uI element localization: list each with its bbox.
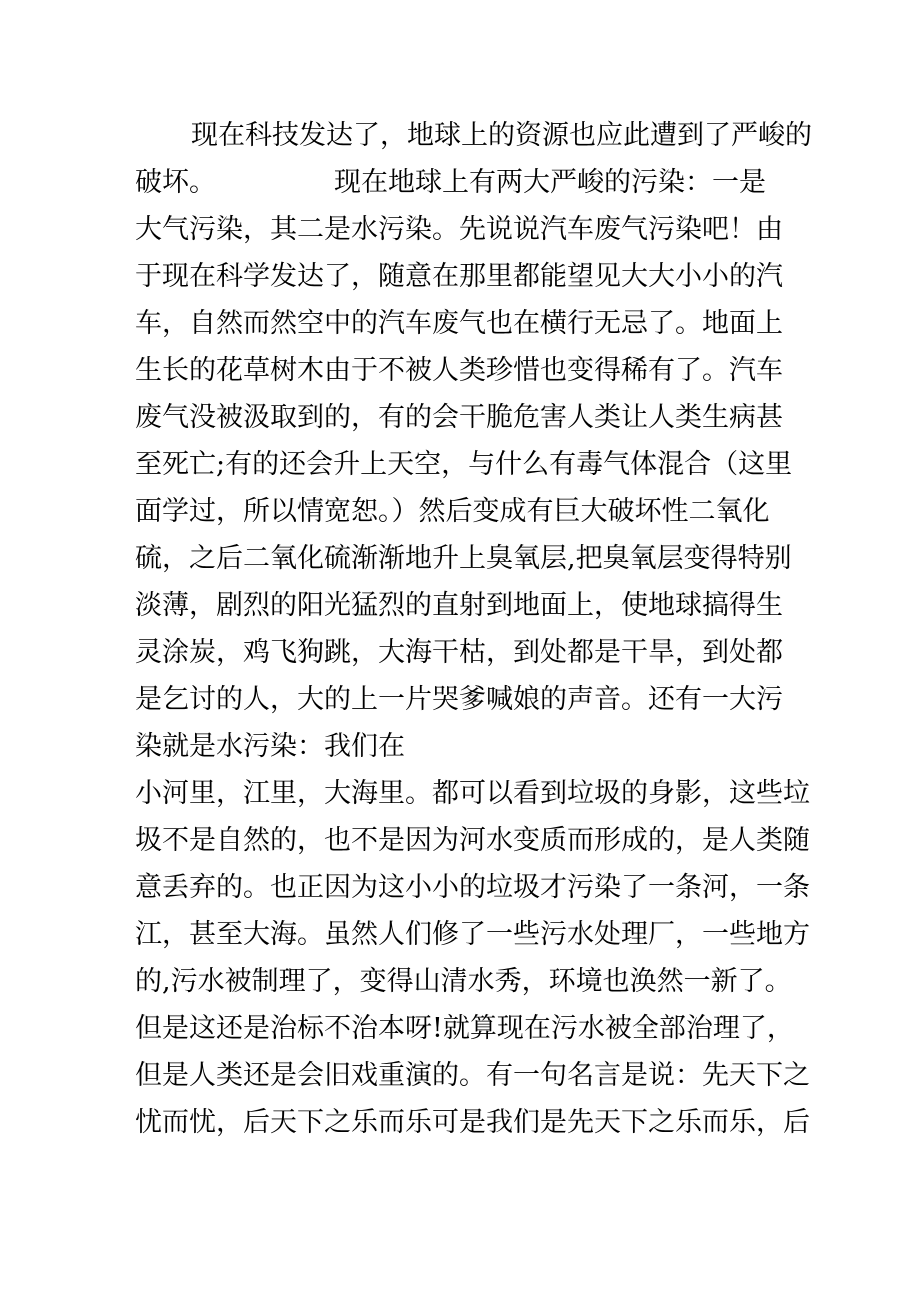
text-fragment: 现在地球上有两大严峻的污染：一是: [334, 167, 766, 198]
essay-body: [135, 112, 812, 1146]
text-line: 染就是水污染：我们在: [135, 731, 405, 762]
text-line: 大气污染，其二是水污染。先说说汽车废气污染吧！由: [135, 214, 783, 245]
text-line: 但是这还是治标不治本呀!就算现在污水被全部治理了，: [135, 1013, 794, 1044]
text-line: 灵涂炭，鸡飞狗跳，大海干枯，到处都是干旱，到处都: [135, 637, 783, 668]
text-line: 生长的花草树木由于不被人类珍惜也变得稀有了。汽车: [135, 355, 783, 386]
text-line: 是乞讨的人，大的上一片哭爹喊娘的声音。还有一大污: [135, 684, 783, 715]
text-line: 圾不是自然的，也不是因为河水变质而形成的，是人类随: [135, 825, 810, 856]
text-line: 至死亡;有的还会升上天空，与什么有毒气体混合（这里: [135, 449, 793, 480]
text-line: 江，甚至大海。虽然人们修了一些污水处理厂，一些地方: [135, 919, 810, 950]
text-line: 的,污水被制理了，变得山清水秀，环境也涣然一新了。: [135, 966, 792, 997]
text-line: 面学过，所以情宽恕。）然后变成有巨大破坏性二氧化: [135, 496, 770, 527]
text-line: 忧而忧，后天下之乐而乐可是我们是先天下之乐而乐，后: [135, 1107, 810, 1138]
text-line: [135, 159, 795, 206]
text-line: 于现在科学发达了，随意在那里都能望见大大小小的汽: [135, 261, 783, 292]
text-line: 淡薄，剧烈的阳光猛烈的直射到地面上，使地球搞得生: [135, 590, 783, 621]
text-line: 意丢弃的。也正因为这小小的垃圾才污染了一条河，一条: [135, 872, 810, 903]
text-fragment: 破坏。: [135, 167, 216, 198]
text-line: 小河里，江里，大海里。都可以看到垃圾的身影，这些垃: [135, 778, 810, 809]
text-line: 现在科技发达了，地球上的资源也应此遭到了严峻的: [191, 120, 812, 151]
text-line: 硫，之后二氧化硫渐渐地升上臭氧层,把臭氧层变得特别: [135, 543, 792, 574]
text-line: 车，自然而然空中的汽车废气也在横行无忌了。地面上: [135, 308, 783, 339]
text-line: 但是人类还是会旧戏重演的。有一句名言是说：先天下之: [135, 1060, 810, 1091]
text-line: 废气没被汲取到的，有的会干脆危害人类让人类生病甚: [135, 402, 783, 433]
